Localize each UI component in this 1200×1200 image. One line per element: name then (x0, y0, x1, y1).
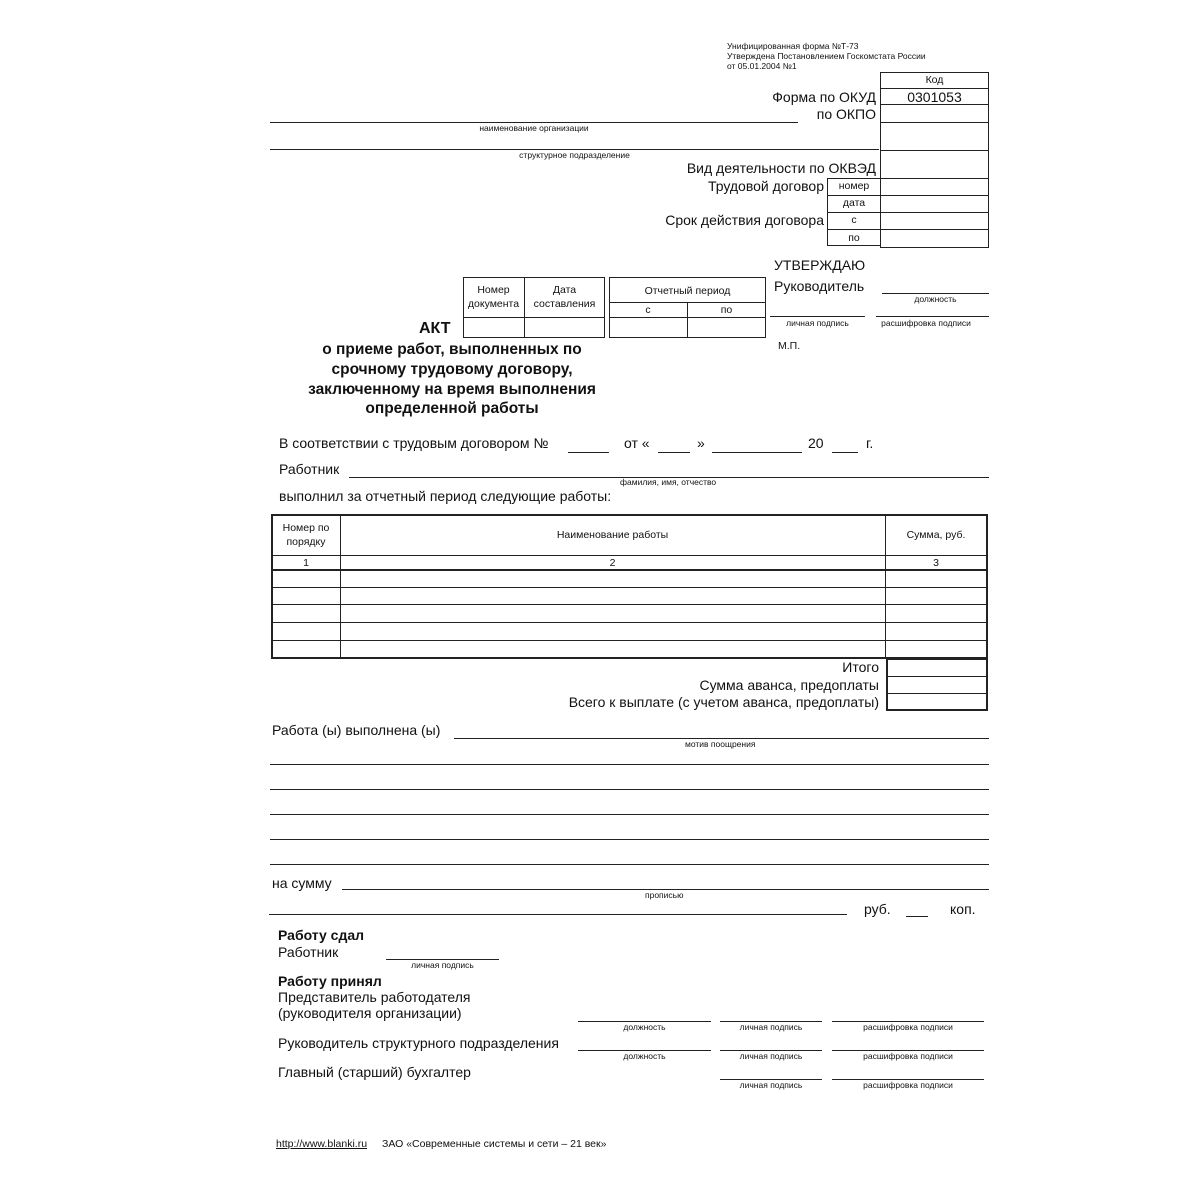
worker-label: Работник (279, 461, 340, 477)
code-column (880, 88, 989, 248)
okpo-label: по ОКПО (816, 106, 876, 122)
stamp-label: М.П. (778, 340, 801, 352)
accountant-signature-caption: личная подпись (739, 1080, 803, 1090)
footer-company: ЗАО «Современные системы и сети – 21 век» (382, 1138, 607, 1150)
okud-value: 0301053 (907, 89, 962, 105)
contract-label: Трудовой договор (707, 178, 824, 194)
head-position-caption: должность (914, 294, 957, 304)
completion-label: Работа (ы) выполнена (ы) (272, 722, 441, 738)
col-work-name-header: Наименование работы (556, 528, 669, 541)
title-act: АКТ (419, 320, 451, 337)
employer-signature-caption: личная подпись (739, 1022, 803, 1032)
term-from-label: с (851, 214, 857, 226)
approve-label: УТВЕРЖДАЮ (774, 257, 866, 273)
total-label: Итого (842, 659, 879, 675)
code-header: Код (925, 74, 944, 86)
handed-over-label: Работу сдал (278, 927, 365, 943)
doc-number-header: Номер документа (467, 284, 520, 310)
completion-line-6[interactable] (270, 864, 989, 865)
title-line-3: срочному трудовому договору, (331, 361, 573, 378)
head-label: Руководитель (774, 278, 865, 294)
footer-url-link[interactable]: http://www.blanki.ru (276, 1138, 368, 1150)
division-head-label: Руководитель структурного подразделения (278, 1035, 559, 1051)
employer-rep-label-2: (руководителя организации) (278, 1005, 462, 1021)
title-line-5: определенной работы (365, 400, 539, 417)
sum-words-caption: прописью (645, 890, 684, 900)
period-to-header: по (720, 304, 733, 316)
contract-date-label: дата (842, 197, 866, 209)
completion-caption: мотив поощрения (685, 739, 756, 749)
employer-rep-label-1: Представитель работодателя (278, 989, 471, 1005)
contract-year-field[interactable] (832, 452, 858, 453)
employer-decoding-caption: расшифровка подписи (863, 1022, 953, 1032)
title-line-2: о приеме работ, выполненных по (322, 341, 582, 358)
employer-position-caption: должность (623, 1022, 666, 1032)
title-line-4: заключенному на время выполнения (308, 381, 596, 398)
performed-label: выполнил за отчетный период следующие работы: (279, 488, 612, 504)
accepted-label: Работу принял (278, 973, 382, 989)
division-head-position-caption: должность (623, 1051, 666, 1061)
worker-signature-caption: личная подпись (411, 960, 474, 970)
contract-line-prefix: В соответствии с трудовым договором № (279, 435, 549, 451)
contract-from-label: от « (624, 435, 650, 451)
contract-year-prefix: 20 (808, 435, 824, 451)
term-to-label: по (848, 232, 860, 244)
completion-line-5[interactable] (270, 839, 989, 840)
head-signature-line[interactable] (770, 316, 865, 317)
division-caption: структурное подразделение (519, 150, 630, 160)
okved-label: Вид деятельности по ОКВЭД (686, 160, 876, 176)
head-decoding-caption: расшифровка подписи (881, 318, 971, 328)
kop-label: коп. (950, 901, 976, 917)
contract-close-quote: » (697, 435, 705, 451)
worker-name-caption: фамилия, имя, отчество (620, 477, 717, 487)
col-index-2: 2 (609, 557, 616, 569)
contract-number-field[interactable] (568, 452, 609, 453)
contract-year-suffix: г. (866, 435, 874, 451)
okud-label: Форма по ОКУД (772, 89, 876, 105)
advance-label: Сумма аванса, предоплаты (699, 677, 879, 693)
division-head-signature-caption: личная подпись (739, 1051, 803, 1061)
sum-words-line-2[interactable] (269, 914, 847, 915)
unified-form-label: Унифицированная форма №Т-73 (727, 41, 859, 51)
kop-field[interactable] (906, 916, 928, 917)
completion-line-4[interactable] (270, 814, 989, 815)
completion-line-2[interactable] (270, 764, 989, 765)
chief-accountant-label: Главный (старший) бухгалтер (278, 1064, 471, 1080)
period-header: Отчетный период (644, 285, 731, 297)
col-sum-header: Сумма, руб. (906, 528, 966, 541)
org-name-caption: наименование организации (479, 123, 589, 133)
payable-label: Всего к выплате (с учетом аванса, предоплаты) (568, 694, 879, 710)
approved-by-label: Утверждена Постановлением Госкомстата России (727, 51, 926, 61)
head-signature-caption: личная подпись (786, 318, 849, 328)
term-label: Срок действия договора (665, 212, 824, 228)
contract-day-field[interactable] (658, 452, 690, 453)
totals-box (886, 658, 988, 711)
doc-date-header: Дата составления (533, 284, 596, 310)
contract-number-label: номер (838, 180, 870, 192)
rub-label: руб. (864, 901, 891, 917)
division-head-decoding-caption: расшифровка подписи (863, 1051, 953, 1061)
col-index-3: 3 (933, 557, 939, 569)
completion-line-3[interactable] (270, 789, 989, 790)
contract-month-field[interactable] (712, 452, 802, 453)
period-from-header: с (645, 304, 651, 316)
col-index-1: 1 (303, 557, 309, 569)
head-decoding-line[interactable] (876, 316, 989, 317)
sum-label: на сумму (272, 875, 332, 891)
accountant-decoding-caption: расшифровка подписи (863, 1080, 953, 1090)
approved-date-label: от 05.01.2004 №1 (727, 61, 797, 71)
handover-worker-label: Работник (278, 944, 339, 960)
col-number-header: Номер по порядку (282, 522, 330, 548)
